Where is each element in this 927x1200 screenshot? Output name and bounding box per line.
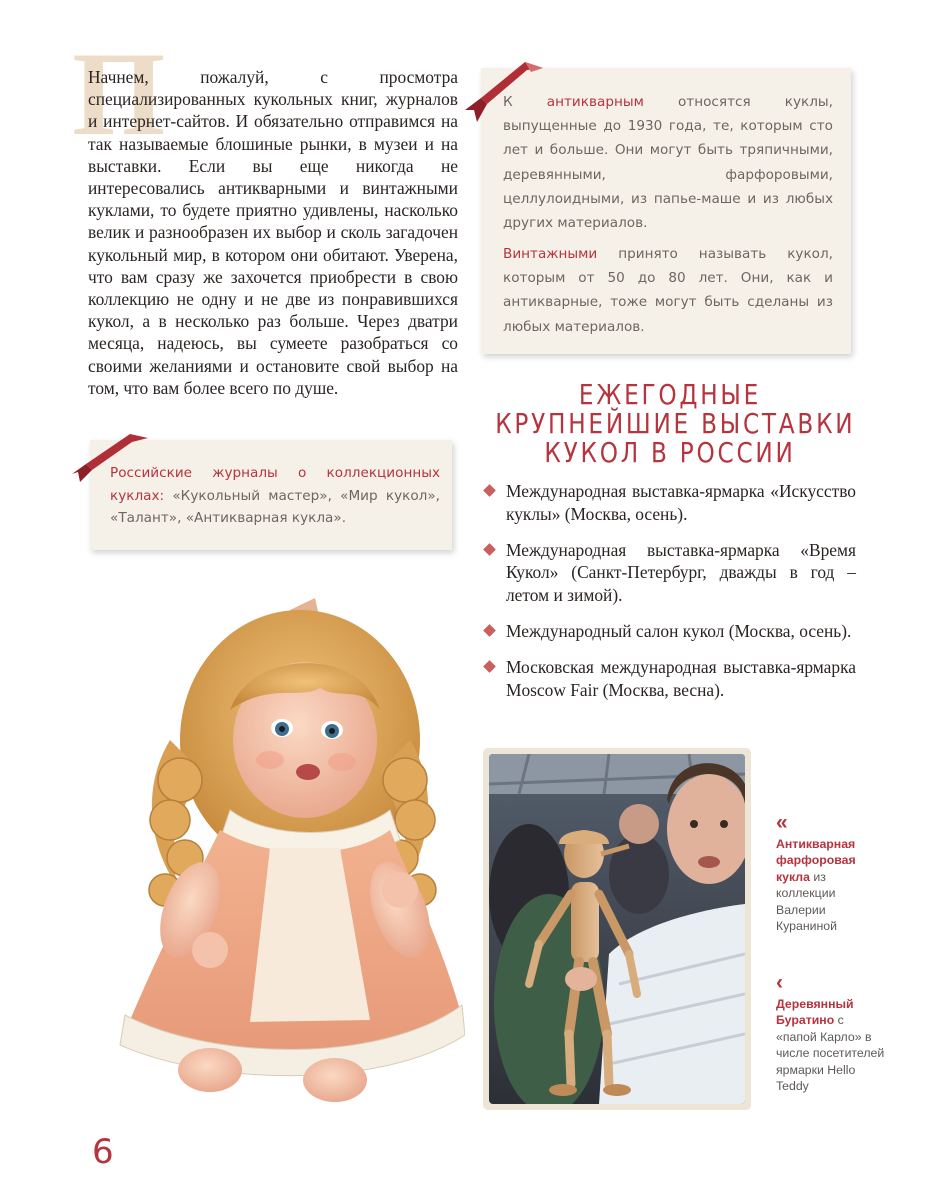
chevron-left-double-icon: «	[776, 811, 785, 834]
exhibitions-heading	[495, 378, 856, 469]
definitions-note	[481, 68, 851, 354]
list-item-text: Международная выставка-ярмарка «Искусство куклы» (Москва, осень).	[506, 481, 856, 524]
list-item-text: Международная выставка-ярмарка «Время Кукол» (Санкт-Петербург, дважды в год – летом и зимой).	[506, 539, 856, 606]
diamond-bullet-icon	[483, 624, 496, 637]
magazines-list: «Кукольный мастер», «Мир кукол», «Талант», «Антикварная кукла».	[110, 487, 440, 526]
heading-line-2: КРУПНЕЙШИЕ ВЫСТАВКИ	[495, 407, 856, 440]
antique-rest: относятся куклы, выпущенные до 1930 года, те, которым сто лет и больше. Они могут быть тряпичными, деревянными, фарфоровыми, целлулоидными, из папье-маше и из любых других материалов.	[503, 94, 833, 232]
list-item	[484, 539, 856, 607]
heading-line-1: ЕЖЕГОДНЫЕ	[578, 378, 762, 411]
pinocchio-photo	[489, 754, 745, 1104]
doll-caption	[776, 811, 886, 934]
doll-caption-text: из коллекции Валерии Кураниной	[776, 869, 838, 934]
list-item	[484, 656, 856, 702]
diamond-bullet-icon	[483, 484, 496, 497]
chevron-left-icon: ‹	[776, 971, 780, 994]
pinocchio-caption-title: Деревянный Буратино	[776, 997, 854, 1028]
exhibitions-list	[484, 480, 856, 714]
list-item-text: Международный салон кукол (Москва, осень).	[506, 620, 852, 641]
magazines-text	[110, 462, 440, 530]
antique-doll-photo	[70, 590, 465, 1115]
antique-prefix: К	[503, 94, 547, 110]
list-item-text: Московская международная выставка-ярмарка Moscow Fair (Москва, весна).	[506, 656, 856, 700]
dropcap-decoration: П	[72, 27, 166, 160]
vintage-definition	[503, 242, 833, 339]
antique-term: антикварным	[546, 94, 644, 110]
antique-definition	[503, 90, 833, 235]
diamond-bullet-icon	[483, 543, 496, 556]
magazines-lead: Российские журналы о коллекционных куклах:	[110, 465, 440, 504]
page-number: 6	[92, 1132, 114, 1172]
vintage-term: Винтажными	[503, 246, 598, 262]
magazines-note	[90, 440, 452, 550]
diamond-bullet-icon	[483, 660, 496, 673]
pinocchio-illustration	[489, 754, 745, 1104]
vintage-rest: принято называть кукол, которым от 50 до 80 лет. Они, как и антикварные, тоже могут быть сделаны из любых материалов.	[503, 246, 833, 335]
pinocchio-photo-frame	[483, 748, 751, 1110]
intro-paragraph: Начнем, пожалуй, с просмотра специализированных кукольных книг, журналов и интернет-сайтов. И обязательно отправимся на так называемые блошиные рынки, в музеи и на выставки. Если вы еще никогда не интересовались антикварными и винтажными куклами, то будете приятно удивлены, насколько велик и разнообразен их выбор и сколь загадочен кукольный мир, в котором они обитают. Уверена, что вам сразу же захочется приобрести в свою коллекцию не одну и не две из понравившихся кукол, а в несколько раз больше. Через дватри месяца, надеюсь, вы сумеете разобраться со своими желаниями и остановите свой выбор на том, что вам более всего по душе.	[88, 67, 458, 398]
pinocchio-caption	[776, 971, 886, 1094]
doll-caption-title: Антикварная фарфоровая кукла	[776, 837, 856, 884]
list-item	[484, 480, 856, 526]
list-item	[484, 620, 856, 643]
heading-line-3: КУКОЛ В РОССИИ	[544, 436, 796, 469]
pinocchio-caption-text: с «папой Карло» в числе посетителей ярмарки Hello Teddy	[776, 1013, 885, 1094]
